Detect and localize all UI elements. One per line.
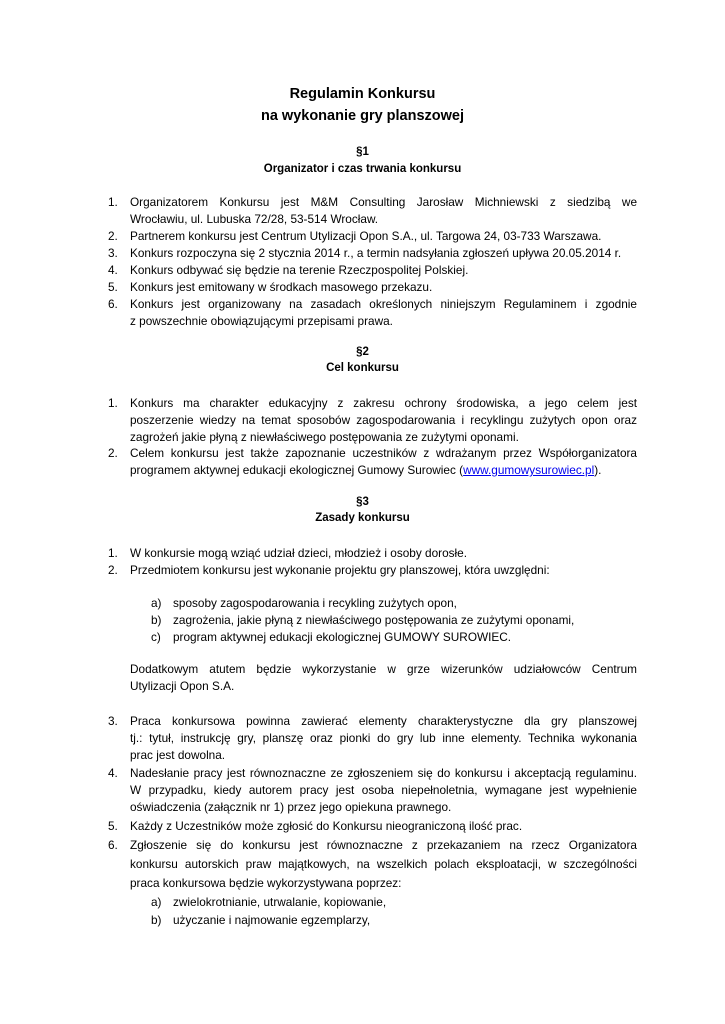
list-item-line: W przypadku, kiedy autorem pracy jest osoba niepełnoletnia, wymagane jest wypełnienie xyxy=(130,783,637,797)
list-item-line: Praca konkursowa powinna zawierać elementy charakterystyczne dla gry planszowej xyxy=(130,714,637,728)
list-item-line: W konkursie mogą wziąć udział dzieci, młodzież i osoby dorosłe. xyxy=(130,546,468,560)
document-title: Regulamin Konkursu xyxy=(289,86,436,102)
list-item-line: Organizatorem Konkursu jest M&M Consulting Jarosław Michniewski z siedzibą we xyxy=(130,195,637,209)
list-item-line: oświadczenia (załącznik nr 1) przez jego opiekuna prawnego. xyxy=(130,800,452,814)
list-number: 6. xyxy=(108,838,118,852)
section-number: §2 xyxy=(356,346,369,358)
list-number: 2. xyxy=(108,229,118,243)
list-item-text: ). xyxy=(594,463,602,477)
list-item-line: prac jest dowolna. xyxy=(130,748,226,762)
list-item-line: tj.: tytuł, instrukcję gry, planszę oraz pionki do gry lub inne elementy. Technika wykonania xyxy=(130,731,637,745)
sub-list-letter: a) xyxy=(151,895,162,909)
document-subtitle: na wykonanie gry planszowej xyxy=(260,108,465,124)
list-number: 5. xyxy=(108,819,118,833)
list-item-line: konkursu autorskich praw majątkowych, na wszelkich polach eksploatacji, w szczególności xyxy=(130,857,637,871)
section-number: §3 xyxy=(356,496,369,508)
sub-list-letter: c) xyxy=(151,630,161,644)
sub-list-item: program aktywnej edukacji ekologicznej GUMOWY SUROWIEC. xyxy=(173,630,512,644)
list-item-line: Przedmiotem konkursu jest wykonanie projektu gry planszowej, która uwzględni: xyxy=(130,563,550,577)
sub-list-letter: b) xyxy=(151,913,162,927)
list-number: 3. xyxy=(108,246,118,260)
list-item-line xyxy=(130,463,601,477)
list-item-line: z powszechnie obowiązującymi przepisami prawa. xyxy=(130,314,393,328)
section-heading: Organizator i czas trwania konkursu xyxy=(263,163,462,175)
section-number: §1 xyxy=(356,146,369,158)
list-number: 1. xyxy=(108,396,118,410)
section-heading: Cel konkursu xyxy=(326,362,399,374)
sub-list-letter: a) xyxy=(151,596,162,610)
list-number: 6. xyxy=(108,297,118,311)
list-number: 1. xyxy=(108,195,118,209)
list-number: 4. xyxy=(108,263,118,277)
list-number: 2. xyxy=(108,563,118,577)
list-item-text: programem aktywnej edukacji ekologicznej Gumowy Surowiec ( xyxy=(130,463,464,477)
sub-list-item: zagrożenia, jakie płyną z niewłaściwego postępowania ze zużytymi oponami, xyxy=(173,613,575,627)
sub-list-item: zwielokrotnianie, utrwalanie, kopiowanie, xyxy=(173,895,387,909)
list-item-line: Konkurs ma charakter edukacyjny z zakresu ochrony środowiska, a jego celem jest xyxy=(130,396,637,410)
list-number: 1. xyxy=(108,546,118,560)
list-number: 4. xyxy=(108,766,118,780)
list-item-line: Wrocławiu, ul. Lubuska 72/28, 53-514 Wrocław. xyxy=(130,212,379,226)
section-heading: Zasady konkursu xyxy=(315,512,410,524)
sub-list-item: sposoby zagospodarowania i recykling zużytych opon, xyxy=(173,596,457,610)
list-number: 2. xyxy=(108,446,118,460)
list-item-line: zagrożeń jakie płyną z niewłaściwego postępowania ze zużytymi oponami. xyxy=(130,430,519,444)
sub-list-letter: b) xyxy=(151,613,162,627)
list-item-line: praca konkursowa będzie wykorzystywana poprzez: xyxy=(130,876,402,890)
list-item-line: Każdy z Uczestników może zgłosić do Konkursu nieograniczoną ilość prac. xyxy=(130,819,523,833)
list-item-line: Zgłoszenie się do konkursu jest równoznaczne z przekazaniem na rzecz Organizatora xyxy=(130,838,637,852)
list-number: 3. xyxy=(108,714,118,728)
list-item-line: Konkurs jest emitowany w środkach masowego przekazu. xyxy=(130,280,433,294)
list-item-line: Konkurs jest organizowany na zasadach określonych niniejszym Regulaminem i zgodnie xyxy=(130,297,637,311)
list-item-line: Nadesłanie pracy jest równoznaczne ze zgłoszeniem się do konkursu i akceptacją regulaminu. xyxy=(130,766,637,780)
list-item-line: Celem konkursu jest także zapoznanie uczestników z wdrażanym przez Współorganizatora xyxy=(130,446,637,460)
list-item-line: Konkurs odbywać się będzie na terenie Rzeczpospolitej Polskiej. xyxy=(130,263,469,277)
list-item-line: Partnerem konkursu jest Centrum Utylizacji Opon S.A., ul. Targowa 24, 03-733 Warszawa. xyxy=(130,229,602,243)
list-item-line: Konkurs rozpoczyna się 2 stycznia 2014 r., a termin nadsyłania zgłoszeń upływa 20.05.2014 r. xyxy=(130,246,622,260)
sub-list-item: użyczanie i najmowanie egzemplarzy, xyxy=(173,913,371,927)
note-line: Utylizacji Opon S.A. xyxy=(130,679,235,693)
website-link[interactable]: www.gumowysurowiec.pl xyxy=(463,463,595,477)
list-number: 5. xyxy=(108,280,118,294)
note-line: Dodatkowym atutem będzie wykorzystanie w grze wizerunków udziałowców Centrum xyxy=(130,662,637,676)
list-item-line: poszerzenie wiedzy na temat sposobów zagospodarowania i recyklingu zużytych opon oraz xyxy=(130,413,637,427)
